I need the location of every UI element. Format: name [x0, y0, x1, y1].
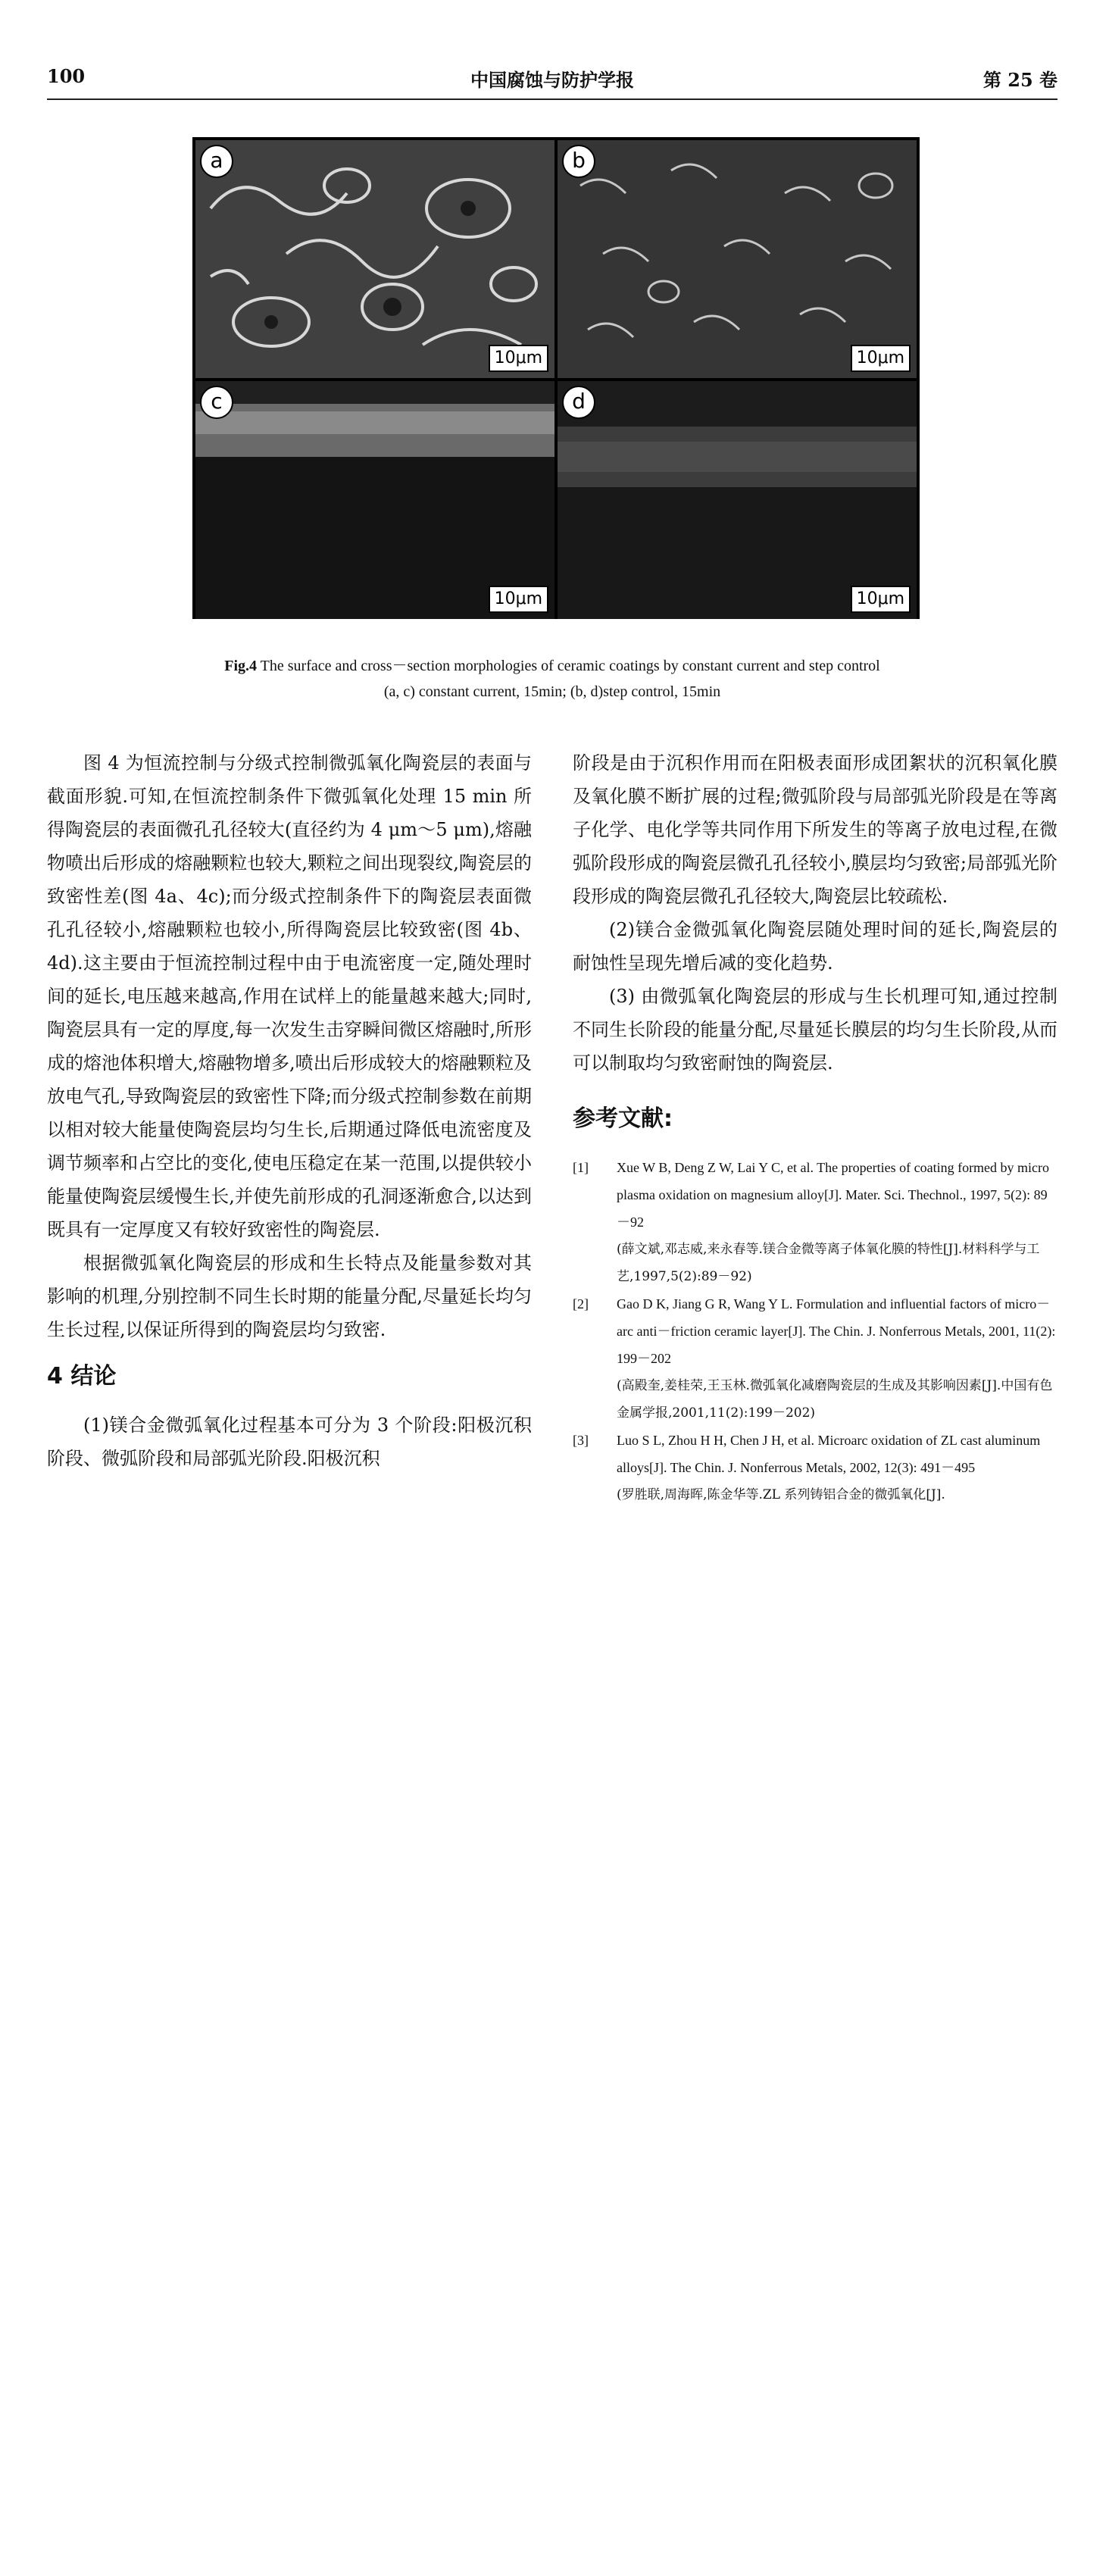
reference-chinese: (薛文斌,邓志威,来永春等.镁合金微等离子体氧化膜的特性[J].材料科学与工艺,1997,5(2):89－92)	[617, 1242, 1040, 1284]
caption-text-1: The surface and cross－section morphologies of ceramic coatings by constant current and step control	[260, 658, 880, 674]
surface-texture-b	[558, 140, 917, 378]
body-paragraph: (1)镁合金微弧氧化过程基本可分为 3 个阶段:阳极沉积阶段、微弧阶段和局部弧光阶段.阳极沉积	[47, 1415, 532, 1469]
cross-section-texture-d	[558, 381, 917, 619]
scale-bar-b: 10μm	[851, 345, 911, 372]
scale-bar-a: 10μm	[489, 345, 548, 372]
reference-number: [2]	[573, 1296, 589, 1311]
panel-label-c: c	[200, 386, 233, 419]
left-column	[47, 746, 532, 1475]
reference-english: Luo S L, Zhou H H, Chen J H, et al. Microarc oxidation of ZL cast aluminum alloys[J]. The Chin. J. Nonferrous Metals, 2002, 12(3): 491－495	[617, 1433, 1041, 1475]
micrograph-panel-c	[195, 381, 554, 619]
panel-label-d: d	[562, 386, 595, 419]
reference-item	[573, 1154, 1057, 1290]
reference-number: [3]	[573, 1433, 589, 1448]
surface-texture-a	[195, 140, 554, 378]
body-paragraph: (3) 由微弧氧化陶瓷层的形成与生长机理可知,通过控制不同生长阶段的能量分配,尽量延长膜层的均匀生长阶段,从而可以制取均匀致密耐蚀的陶瓷层.	[573, 986, 1057, 1074]
body-paragraph: 图 4 为恒流控制与分级式控制微弧氧化陶瓷层的表面与截面形貌.可知,在恒流控制条件下微弧氧化处理 15 min 所得陶瓷层的表面微孔孔径较大(直径约为 4 μm～5 μm),熔融物喷出后形成的熔融颗粒也较大,颗粒之间出现裂纹,陶瓷层的致密性差(图 4a、4c);而分级式控制条件下的陶瓷层表面微孔孔径较小,熔融颗粒也较小,所得陶瓷层比较致密(图 4b、4d).这主要由于恒流控制过程中由于电流密度一定,随处理时间的延长,电压越来越高,作用在试样上的能量越来越大;同时,陶瓷层具有一定的厚度,每一次发生击穿瞬间微区熔融时,所形成的熔池体积增大,熔融物增多,喷出后形成较大的熔融颗粒及放电气孔,导致陶瓷层的致密性下降;而分级式控制参数在前期以相对较大能量使陶瓷层均匀生长,后期通过降低电流密度及调节频率和占空比的变化,使电压稳定在某一范围,以提供较小能量使陶瓷层缓慢生长,并使先前形成的孔洞逐渐愈合,以达到既具有一定厚度又有较好致密性的陶瓷层.	[47, 752, 532, 1240]
scale-bar-d: 10μm	[851, 586, 911, 613]
reference-english: Xue W B, Deng Z W, Lai Y C, et al. The properties of coating formed by micro plasma oxidation on magnesium alloy[J]. Mater. Sci. Thechnol., 1997, 5(2): 89－92	[617, 1160, 1050, 1230]
figure-caption	[47, 653, 1057, 705]
caption-figure-number: Fig.4	[224, 658, 258, 674]
running-header	[47, 65, 1057, 95]
page-number: 100	[47, 65, 86, 87]
scale-bar-c: 10μm	[489, 586, 548, 613]
body-paragraph: 阶段是由于沉积作用而在阳极表面形成团絮状的沉积氧化膜及氧化膜不断扩展的过程;微弧阶段与局部弧光阶段是在等离子化学、电化学等共同作用下所发生的等离子放电过程,在微弧阶段形成的陶瓷层微孔孔径较小,膜层均匀致密;局部弧光阶段形成的陶瓷层微孔孔径较大,陶瓷层比较疏松.	[573, 752, 1057, 907]
body-paragraph: 根据微弧氧化陶瓷层的形成和生长特点及能量参数对其影响的机理,分别控制不同生长时期的能量分配,尽量延长均匀生长过程,以保证所得到的陶瓷层均匀致密.	[47, 1252, 532, 1340]
reference-item	[573, 1290, 1057, 1427]
panel-label-a: a	[200, 145, 233, 178]
micrograph-panel-d	[558, 381, 917, 619]
references-title: 参考文献:	[573, 1105, 673, 1132]
reference-number: [1]	[573, 1160, 589, 1175]
journal-name: 中国腐蚀与防护学报	[470, 69, 634, 91]
reference-chinese: (罗胜联,周海晖,陈金华等.ZL 系列铸铝合金的微弧氧化[J].	[617, 1487, 945, 1502]
header-rule	[47, 98, 1057, 100]
reference-chinese: (高殿奎,姜桂荣,王玉林.微弧氧化减磨陶瓷层的生成及其影响因素[J].中国有色金属学报,2001,11(2):199－202)	[617, 1378, 1053, 1421]
section-title-conclusion: 4 结论	[47, 1363, 117, 1390]
volume-label: 第 25 卷	[982, 69, 1057, 91]
figure-4-micrographs	[192, 137, 920, 619]
micrograph-panel-b	[558, 140, 917, 378]
reference-item	[573, 1427, 1057, 1508]
panel-label-b: b	[562, 145, 595, 178]
micrograph-panel-a	[195, 140, 554, 378]
caption-text-2: (a, c) constant current, 15min; (b, d)step control, 15min	[383, 683, 721, 700]
caption-line-1	[47, 653, 1057, 679]
reference-english: Gao D K, Jiang G R, Wang Y L. Formulation and influential factors of micro－arc anti－friction ceramic layer[J]. The Chin. J. Nonferrous Metals, 2001, 11(2): 199－202	[617, 1296, 1056, 1366]
right-column	[573, 746, 1057, 1508]
body-paragraph: (2)镁合金微弧氧化陶瓷层随处理时间的延长,陶瓷层的耐蚀性呈现先增后减的变化趋势.	[573, 919, 1057, 974]
cross-section-texture-c	[195, 381, 554, 619]
